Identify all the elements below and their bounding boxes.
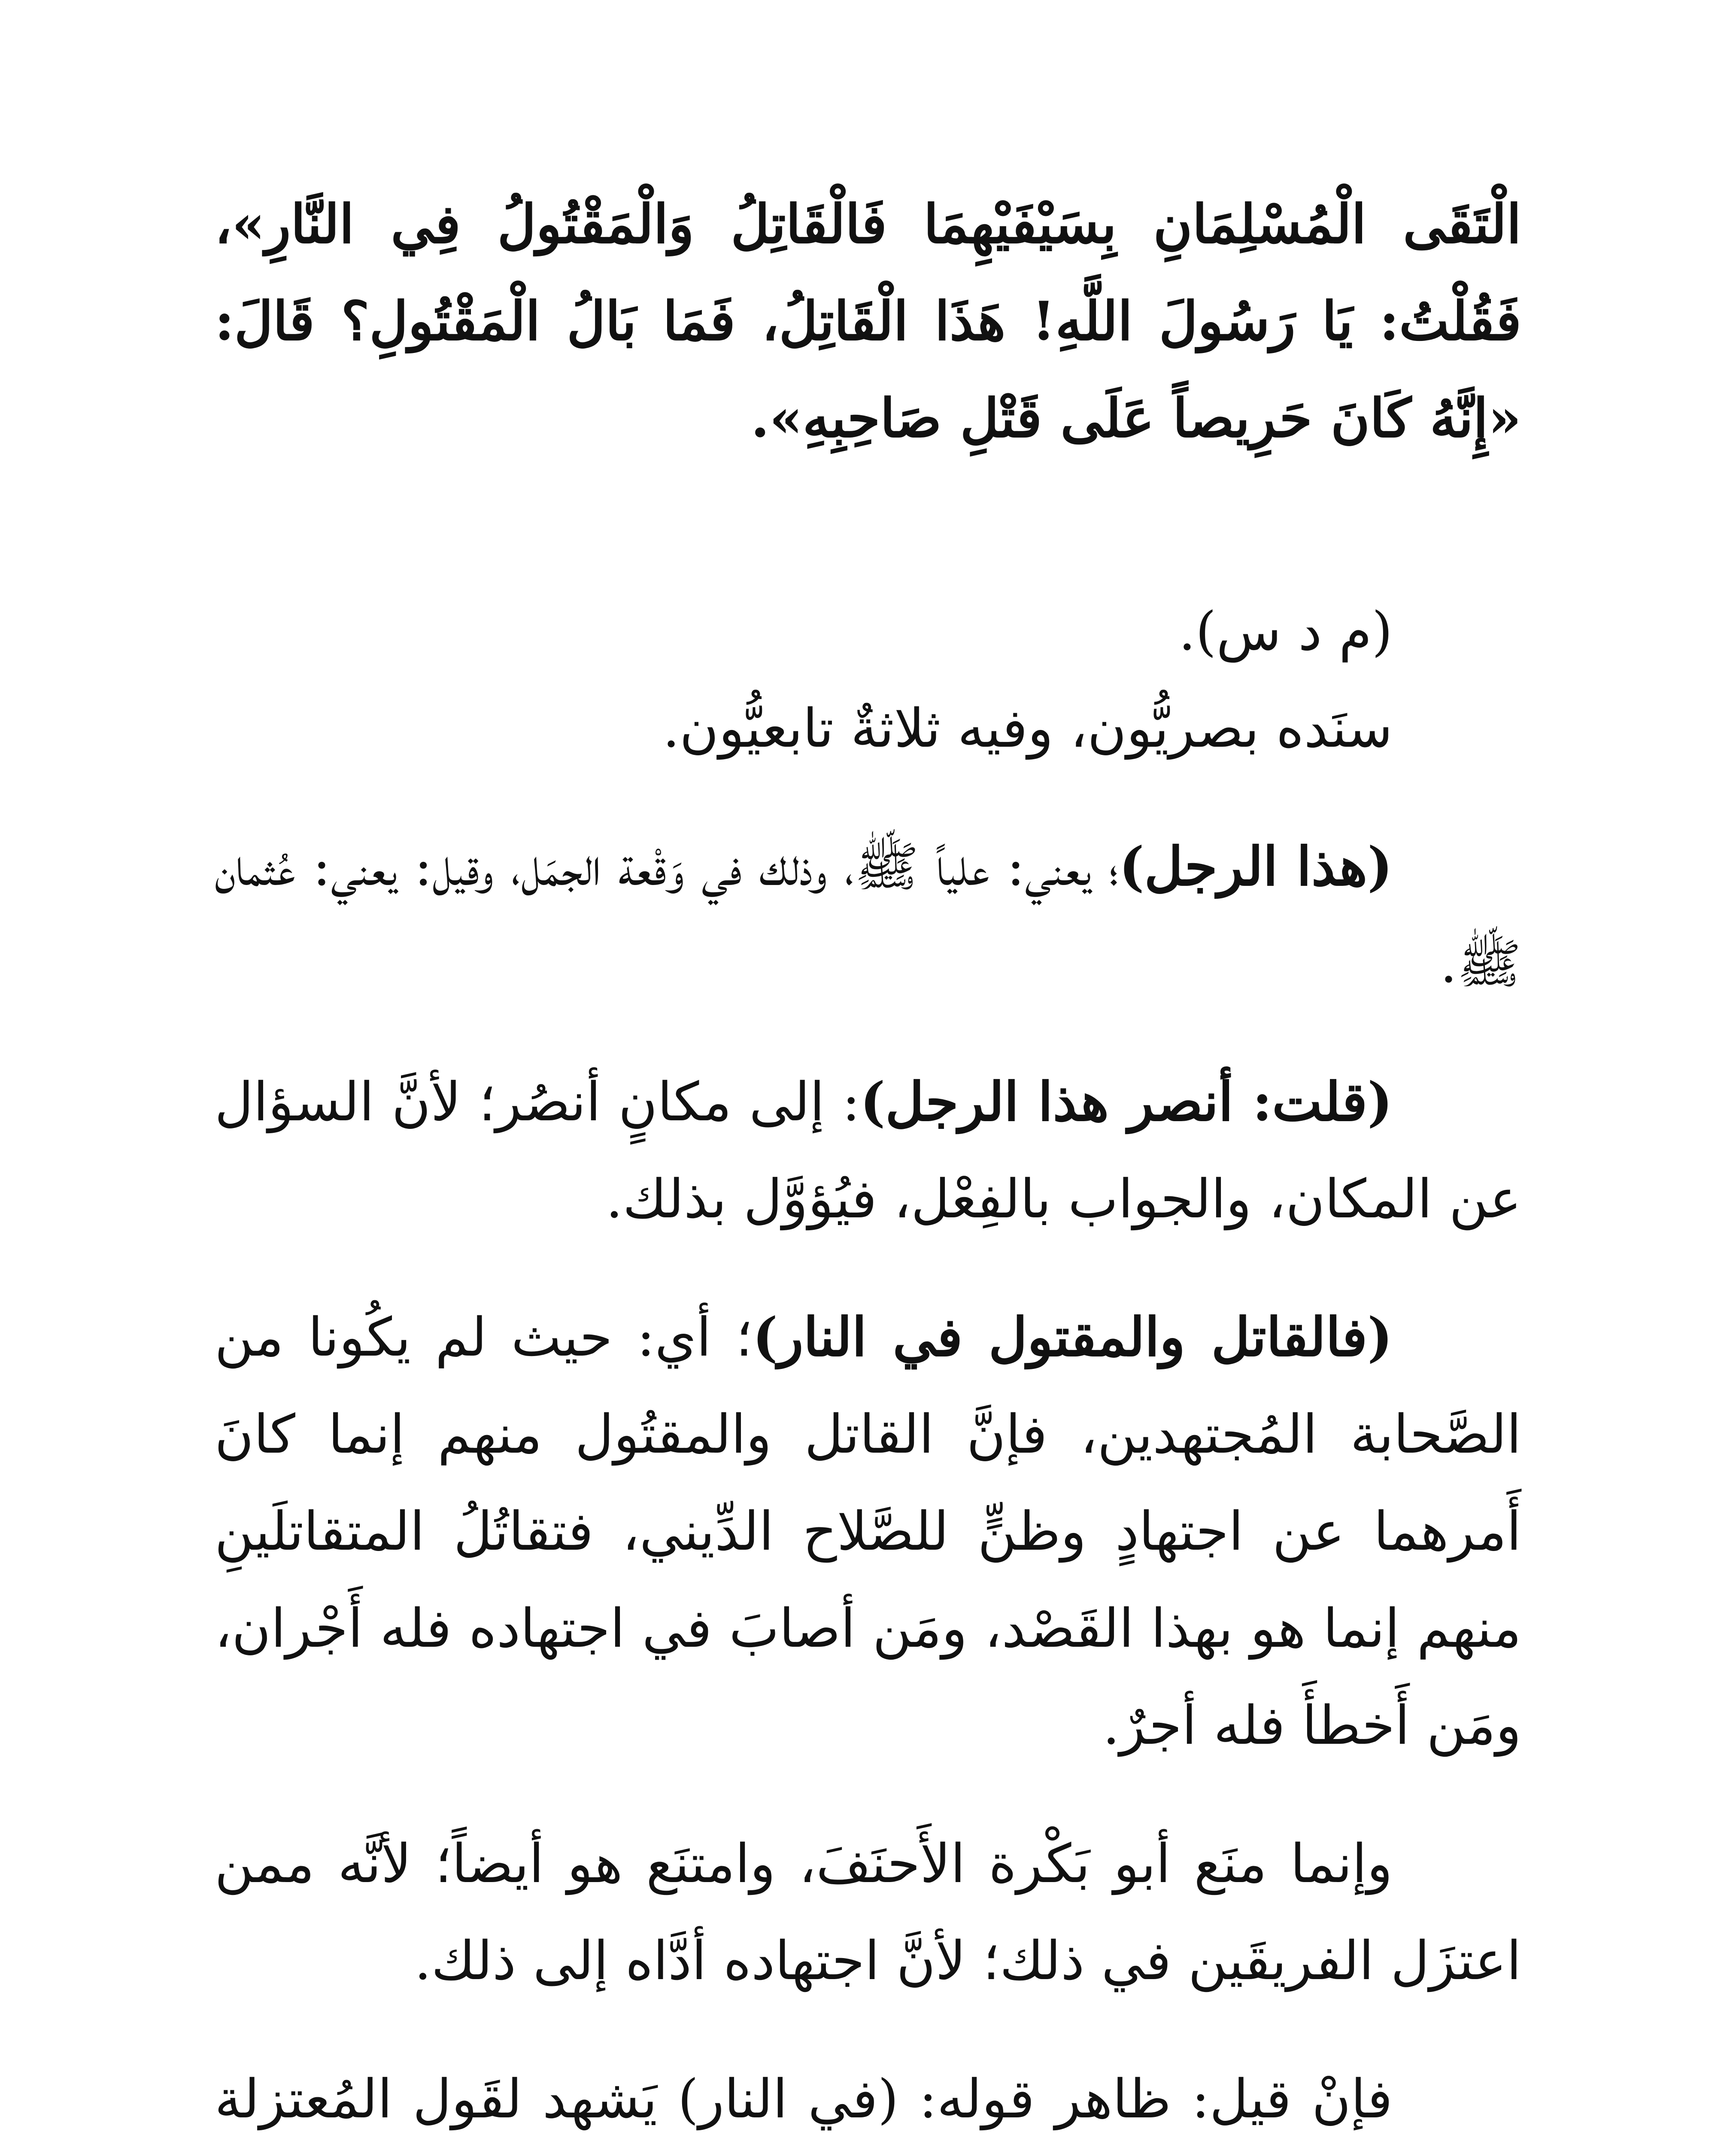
page-body — [215, 176, 1521, 2147]
source-reference: (م د س). — [1178, 601, 1393, 663]
commentary-abu-bakra: وإنما منَع أبو بَكْرة الأَحنَفَ، وامتنَع هو أيضاً؛ لأنَّه ممن اعتزَل الفريقَين في ذلك؛ لأنَّ اجتهاده أدَّاه إلى ذلك. — [215, 1833, 1521, 1992]
sanad-note: سنَده بصريُّون، وفيه ثلاثةٌ تابعيُّون. — [662, 698, 1393, 760]
lemma-support-man: (قلت: أنصر هذا الرجل) — [860, 1071, 1393, 1133]
commentary-killer-killed — [215, 1289, 1521, 1774]
commentary-killer-killed-body: ؛ أي: حيث لم يكُونا من الصَّحابة المُجتهدين، فإنَّ القاتل والمقتُول منهم إنما كانَ أَمرهما عن اجتهادٍ وظنٍّ للصَّلاح الدِّيني، فتقاتُلُ المتقاتلَينِ منهم إنما هو بهذا القَصْد، ومَن أصابَ في اجتهاده فله أَجْران، ومَن أَخطأَ فله أجرٌ. — [215, 1307, 1521, 1757]
lemma-this-man: (هذا الرجل) — [1119, 836, 1393, 898]
commentary-support-man — [215, 1054, 1521, 1248]
hadith-text: الْتَقَى الْمُسْلِمَانِ بِسَيْفَيْهِمَا فَالْقَاتِلُ وَالْمَقْتُولُ فِي النَّارِ»، فَقُلْتُ: يَا رَسُولَ اللَّهِ! هَذَا الْقَاتِلُ، فَمَا بَالُ الْمَقْتُولِ؟ قَالَ: «إِنَّهُ كَانَ حَرِيصاً عَلَى قَتْلِ صَاحِبِهِ». — [215, 193, 1521, 450]
commentary-this-man — [215, 818, 1521, 1013]
commentary-question: فإنْ قيل: ظاهر قوله: (في النار) يَشهد لقَول المُعتزلة — [215, 2068, 1393, 2130]
commentary-support-man-body: : إلى مكانٍ أنصُر؛ لأنَّ السؤال عن المكان، والجواب بالفِعْل، فيُؤوَّل بذلك. — [215, 1071, 1521, 1230]
commentary-this-man-body: ؛ يعني: علياً ﷺ، وذلك في وَقْعة الجمَل، وقيل: يعني: عُثمان ﷺ. — [215, 836, 1521, 995]
lemma-killer-killed: (فالقاتل والمقتول في النار) — [753, 1306, 1393, 1368]
